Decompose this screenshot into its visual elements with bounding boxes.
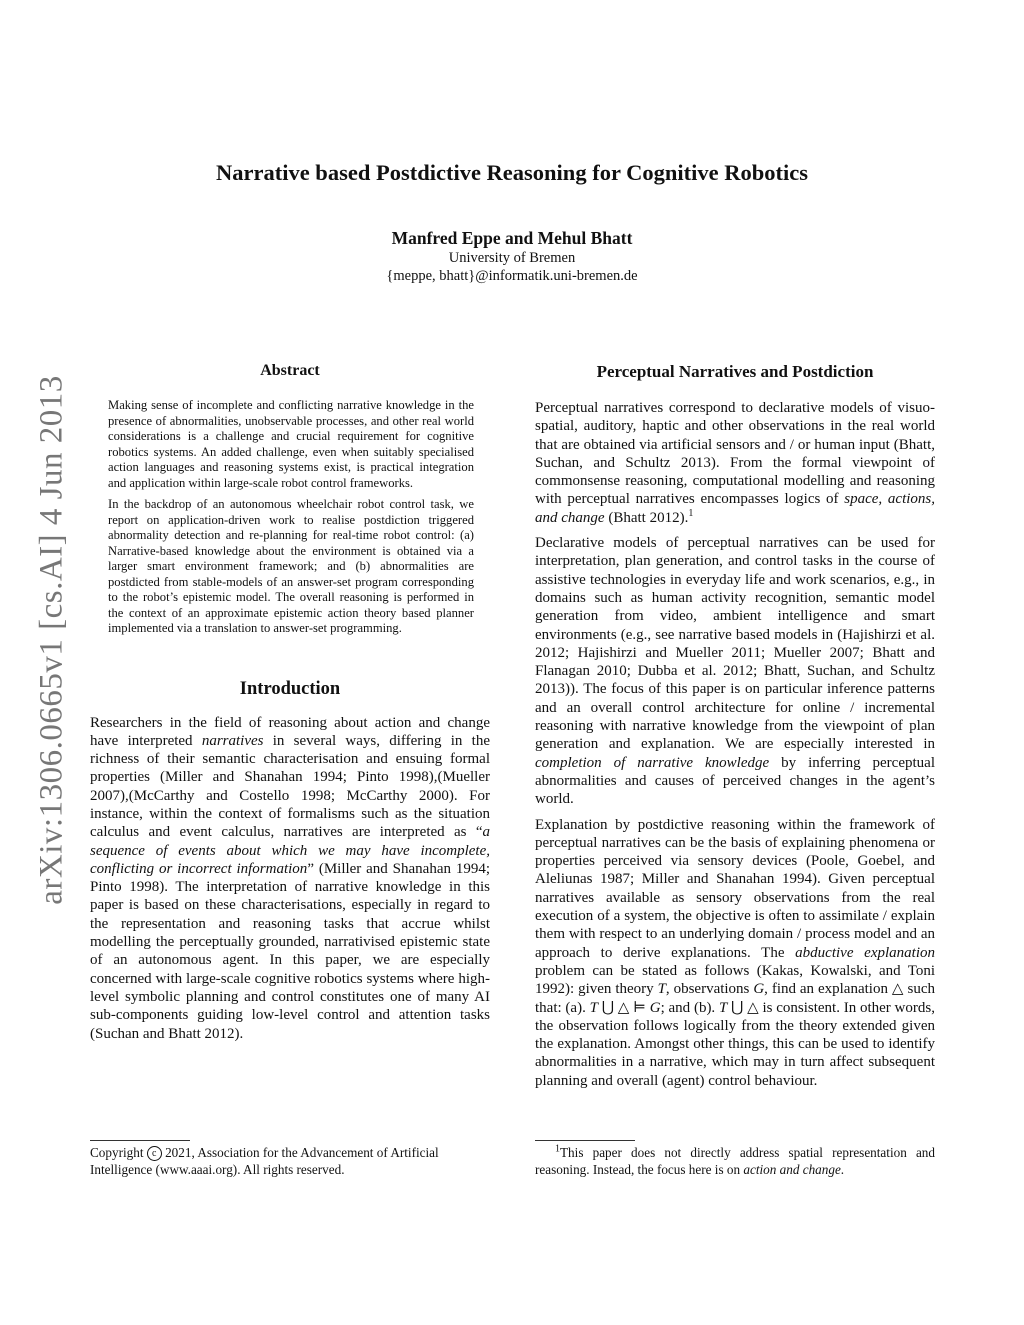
perc-p3-d: , find an explanation △ such that: (a). [535,981,935,1016]
copyright-symbol: c [147,1146,162,1161]
author-affiliation: University of Bremen [448,250,576,266]
intro-text-b: in several ways, differing in the richness of their semantic characterisation and ensuing formal properties (Miller and Shanahan 1994; Pinto 1998),(Mueller 2007),(McCarthy and Costello 1998; McCarthy 2000). For instance, within the context of formalisms such as the situation calculus and event calculus, narratives are interpreted as “ [90,732,490,841]
math-theory-T: T [657,981,666,998]
paper-authors: Manfred Eppe and Mehul Bhatt [391,228,633,248]
author-email: {meppe, bhatt}@informatik.uni-bremen.de [386,268,638,284]
abstract-body [108,398,474,637]
perc-p1-emphasis: space, actions, and change [535,491,935,526]
fn1-b: . [840,1161,845,1177]
perc-p3-a: Explanation by postdictive reasoning within the framework of perceptual narratives can be the basis of explaining phenomena or properties perceived via sensory devices (Poole, Goebel, and Aleliunas 1987; Miller and Shanahan 1994). Given perceptual narratives available as sensory observations from the real execution of a system, the objective is often to assimilate / explain them with respect to an underlying domain / process model and an approach to derive explanations. The [535,816,935,961]
perc-p1-b: (Bhatt 2012). [604,509,689,526]
abstract-paragraph-1: Making sense of incomplete and conflicting narrative knowledge in the presence of abnormalities, unobservable processes, and other real world considerations is a challenge and crucial requirement for cognitive robotics systems. An added challenge, even when suitably specialised action languages and reasoning systems exist, is practical integration and application within large-scale robot control frameworks. [108,398,474,490]
perc-p2-b: by inferring perceptual abnormalities and causes of perceived changes in the agent’s world. [535,754,935,808]
footnote-marker-1: 1 [688,507,694,519]
introduction-paragraph [90,714,490,1043]
intro-text-a: Researchers in the field of reasoning about action and change have interpreted [90,714,490,749]
perc-p2-a: Declarative models of perceptual narratives can be used for interpretation, plan generation, and control tasks in the course of assistive technologies in everyday life and work scenarios, e.g., in domains such as human activity recognition, semantic model generation from video, ambient intelligence and smart environments (e.g., see narrative based models in (Hajishirzi et al. 2012; Hajishirzi and Mueller 2011; Mueller 2007; Bhatt and Flanagan 2010; Dubba et al. 2012; Bhatt, Suchan, and Schultz 2013)). The focus of this paper is on particular inference patterns and an overall control architecture for online / incremental reasoning with narrative knowledge from the viewpoint of plan generation and explanation. We are especially interested in [535,535,935,753]
copyright-b: 2021, Association for the Advancement of Artificial Intelligence (www.aaai.org). All rights reserved. [90,1145,439,1177]
fn1-a: This paper does not directly address spatial representation and reasoning. Instead, the focus here is on [535,1145,935,1177]
math-theory-T-3: T [718,999,728,1016]
perc-p3-g: ⋃ △ is consistent. In other words, the observation follows logically from the theory extended given the explanation. Amongst other things, this can be used to identify abnormalities in a narrative, which may in turn affect subsequent planning and overall (agent) control behaviour. [535,999,935,1089]
left-column [90,362,490,1050]
paper-title: Narrative based Postdictive Reasoning for Cognitive Robotics [215,160,809,185]
copyright-a: Copyright [90,1145,147,1160]
footnote-rule-right [535,1140,635,1141]
perc-p3-e: ⋃ △ ⊨ [597,999,650,1016]
intro-quote: a sequence of events about which we may have incomplete, conflicting or incorrect information [90,824,490,877]
copyright-text [90,1145,490,1178]
intro-emphasis-narratives: narratives [201,732,264,749]
perc-p3-c: , observations [665,981,754,998]
right-column [535,362,935,1097]
perc-p3-emphasis: abductive explanation [795,944,935,961]
introduction-heading: Introduction [239,678,341,699]
perc-p1-a: Perceptual narratives correspond to declarative models of visuo-spatial, auditory, haptic and other observations in the real world that are obtained via artificial sensors and / or human input (Bhatt, Suchan, and Schultz 2013). From the formal viewpoint of commonsense reasoning, computational modelling and reasoning with perceptual narratives encompasses logics of [535,400,935,508]
perc-p2-emphasis: completion of narrative knowledge [535,754,770,771]
intro-text-c: ” (Miller and Shanahan 1994; Pinto 1998). The interpretation of narrative knowledge in this paper is based on these characterisations, especially in regard to the representation and reasoning tasks that accrue whilst modelling the perceptually grounded, narrativised epistemic state of an autonomous agent. In this paper, we are especially concerned with large-scale cognitive robotics systems where high-level symbolic planning and control constitutes one of many AI sub-components guiding low-level control and attention tasks (Suchan and Bhatt 2012). [90,860,490,1042]
fn1-emphasis: action and change [743,1161,841,1177]
abstract-paragraph-2: In the backdrop of an autonomous wheelchair robot control task, we report on application-driven work to realise postdiction triggered abnormality detection and re-planning for real-time robot control: (a) Narrative-based knowledge about the environment is obtained via a larger smart environment framework; and (b) abnormalities are postdicted from stable-models of an answer-set program corresponding to the robot’s epistemic model. The overall reasoning is performed in the context of an approximate epistemic action theory based planner implemented via a translation to answer-set programming. [108,497,474,635]
footnote-1-text [535,1145,935,1178]
math-theory-T-2: T [589,999,598,1016]
footnote-1 [535,1140,935,1178]
footnote-rule-left [90,1140,190,1141]
perc-p3-f: ; and (b). [660,999,719,1016]
perceptual-paragraph-3 [535,816,935,1090]
perceptual-heading: Perceptual Narratives and Postdiction [596,362,874,381]
math-observations-G-2: G [649,999,661,1016]
perceptual-paragraph-1 [535,399,935,527]
perceptual-paragraph-2 [535,534,935,808]
abstract-heading: Abstract [260,362,320,379]
arxiv-stamp: arXiv:1306.0665v1 [cs.AI] 4 Jun 2013 [33,375,70,905]
footnote-1-mark: 1 [555,1143,560,1155]
perc-p3-b: problem can be stated as follows (Kakas, Kowalski, and Toni 1992): given theory [535,962,935,998]
copyright-footnote [90,1140,490,1178]
math-observations-G: G [753,981,765,998]
